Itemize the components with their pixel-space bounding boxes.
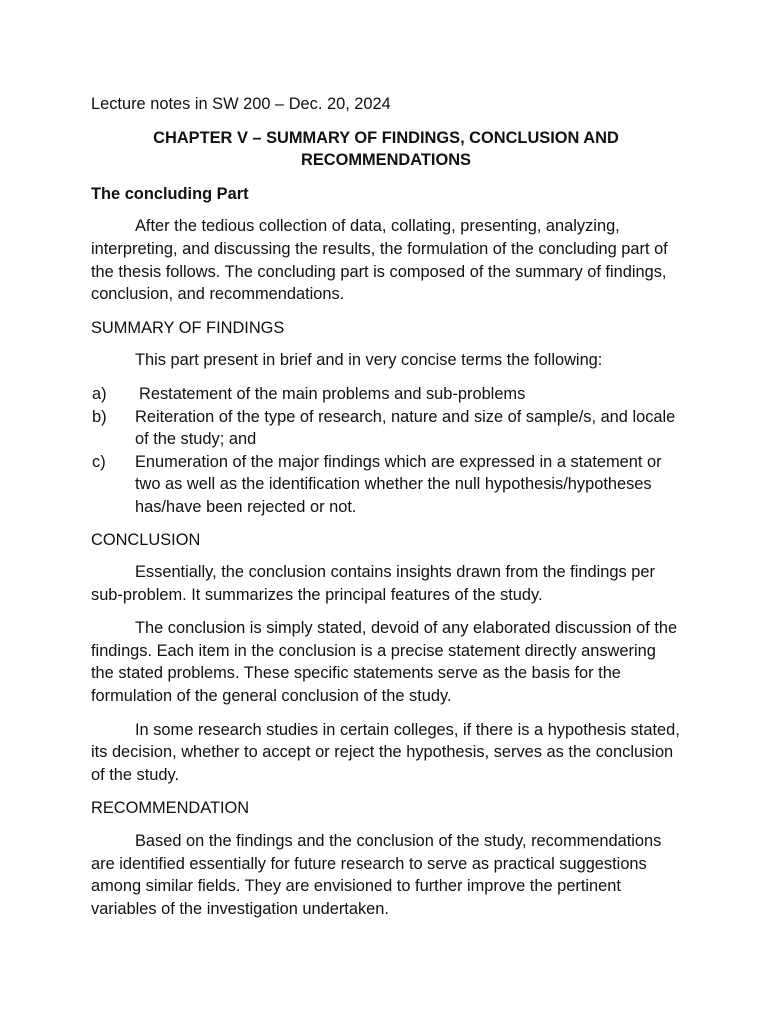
list-item <box>91 406 681 451</box>
chapter-title <box>91 127 681 172</box>
list-item-text: Reiteration of the type of research, nature and size of sample/s, and locale of the study; and <box>135 407 676 449</box>
list-marker: b) <box>92 407 107 426</box>
list-marker: a) <box>92 384 107 403</box>
conclusion-heading: CONCLUSION <box>91 530 201 549</box>
summary-of-findings-heading: SUMMARY OF FINDINGS <box>91 318 285 337</box>
document-body <box>91 93 681 931</box>
summary-list <box>91 383 681 519</box>
chapter-title-line-2: RECOMMENDATIONS <box>301 151 471 170</box>
list-item-text: Enumeration of the major findings which are expressed in a statement or two as well as the identification whether the null hypothesis/hypotheses has/have been rejected or not. <box>135 452 662 516</box>
conclusion-paragraph-2: The conclusion is simply stated, devoid of any elaborated discussion of the findings. Each item in the conclusion is a precise statement directly answering the stated problems. These specific statements serve as the basis for the formulation of the general conclusion of the study. <box>91 619 678 706</box>
list-item <box>91 451 681 519</box>
summary-intro-paragraph: This part present in brief and in very concise terms the following: <box>135 351 603 370</box>
conclusion-paragraph-3: In some research studies in certain colleges, if there is a hypothesis stated, its decision, whether to accept or reject the hypothesis, serves as the conclusion of the study. <box>91 720 680 784</box>
conclusion-paragraph-1: Essentially, the conclusion contains insights drawn from the findings per sub-problem. It summarizes the principal features of the study. <box>91 563 655 604</box>
recommendation-heading: RECOMMENDATION <box>91 799 250 818</box>
chapter-title-line-1: CHAPTER V – SUMMARY OF FINDINGS, CONCLUSION AND <box>153 128 619 147</box>
list-marker: c) <box>92 452 106 471</box>
concluding-part-heading: The concluding Part <box>91 184 249 203</box>
list-item-text: Restatement of the main problems and sub-problems <box>139 384 526 403</box>
lecture-header: Lecture notes in SW 200 – Dec. 20, 2024 <box>91 95 391 113</box>
list-item <box>91 383 681 406</box>
concluding-paragraph: After the tedious collection of data, collating, presenting, analyzing, interpreting, and discussing the results, the formulation of the concluding part of the thesis follows. The concluding part is composed of the summary of findings, conclusion, and recommendations. <box>91 217 668 304</box>
recommendation-paragraph: Based on the findings and the conclusion of the study, recommendations are identified essentially for future research to serve as practical suggestions among similar fields. They are envisioned to further improve the pertinent variables of the investigation undertaken. <box>91 832 662 918</box>
